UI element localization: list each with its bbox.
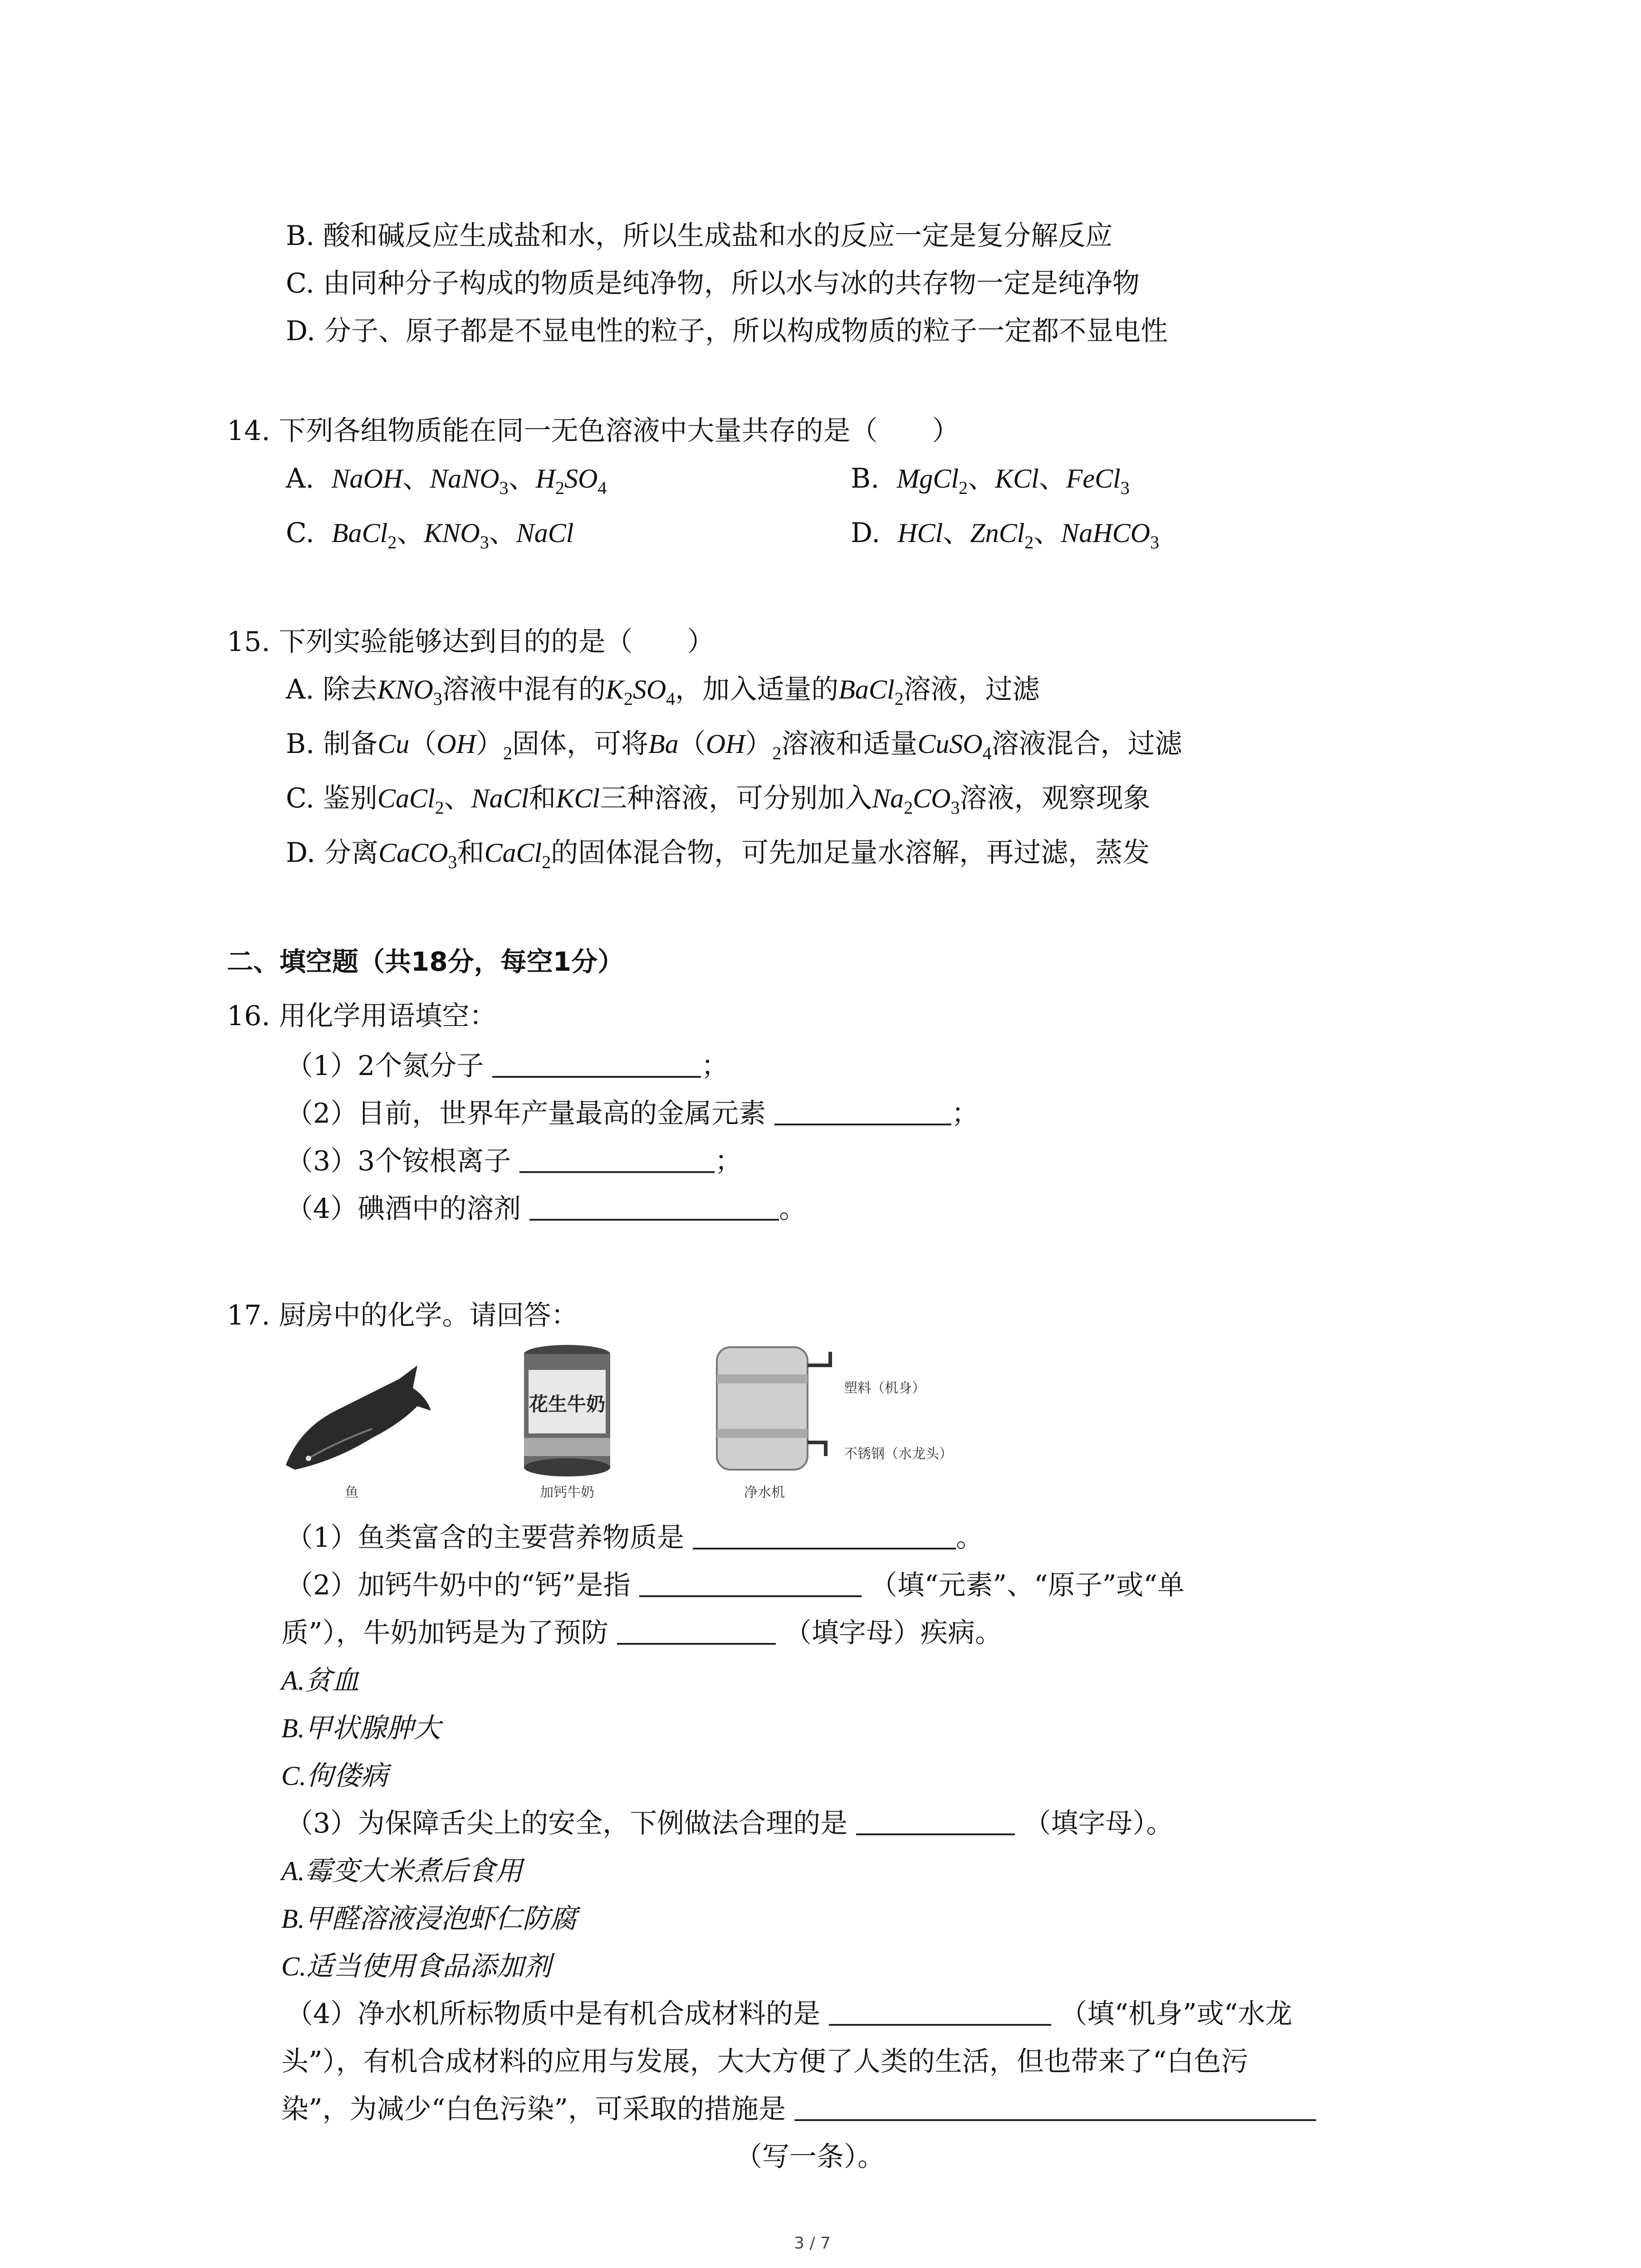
fish-caption: 鱼 bbox=[345, 1485, 358, 1501]
q17-part-4d: （写一条）。 bbox=[735, 2141, 885, 2173]
q15-option-c: C. 鉴别CaCl$_2$、NaCl和KCl三种溶液，可分别加入$Na_2CO_3$溶液，观察现象 bbox=[286, 782, 1151, 818]
q16-stem: 16. 用化学用语填空： bbox=[227, 1000, 497, 1032]
answer-blank-17-3[interactable] bbox=[856, 1806, 1015, 1835]
q14-option-d: D. HCl、ZnCl$_2$、NaHCO$_3$ bbox=[851, 517, 1159, 552]
milk-can-label: 花生牛奶 bbox=[529, 1393, 606, 1415]
q17-option-2a: A.贫血 bbox=[281, 1666, 359, 1696]
q17-option-2b: B.甲状腺肿大 bbox=[281, 1713, 441, 1743]
q15-option-d: D. 分离CaCO$_3$和CaCl$_2$的固体混合物，可先加足量水溶解，再过滤，蒸发 bbox=[286, 837, 1150, 872]
answer-blank-17-1[interactable] bbox=[693, 1520, 956, 1549]
q13-option-d: D. 分子、原子都是不显电性的粒子，所以构成物质的粒子一定都不显电性 bbox=[286, 315, 1168, 347]
answer-blank-16-2[interactable] bbox=[774, 1096, 951, 1125]
q17-part-3: （3）为保障舌尖上的安全，下例做法合理的是 （填字母）。 bbox=[286, 1805, 1173, 1842]
q17-stem: 17. 厨房中的化学。请回答： bbox=[227, 1300, 578, 1331]
q15-stem: 15. 下列实验能够达到目的的是（ ） bbox=[227, 626, 715, 658]
q13-option-c: C. 由同种分子构成的物质是纯净物，所以水与冰的共存物一定是纯净物 bbox=[286, 268, 1140, 299]
answer-blank-16-3[interactable] bbox=[519, 1144, 715, 1173]
q17-part-4a: （4）净水机所标物质中是有机合成材料的是 （填“机身”或“水龙 bbox=[286, 1996, 1292, 2032]
milk-can-icon bbox=[513, 1343, 622, 1479]
q17-part-1: （1）鱼类富含的主要营养物质是 。 bbox=[286, 1520, 983, 1556]
answer-blank-16-4[interactable] bbox=[529, 1192, 779, 1221]
q17-part-2a: （2）加钙牛奶中的“钙”是指 （填“元素”、“原子”或“单 bbox=[286, 1567, 1185, 1603]
answer-blank-17-2b[interactable] bbox=[617, 1616, 776, 1645]
q17-option-3c: C.适当使用食品添加剂 bbox=[281, 1951, 552, 1981]
fish-icon bbox=[281, 1361, 436, 1488]
section-title: 二、填空题（共18分，每空1分） bbox=[227, 946, 624, 977]
answer-blank-16-1[interactable] bbox=[492, 1049, 701, 1078]
q15-option-b: B. 制备$Cu(OH)_2$固体，可将$Ba(OH)_2$溶液和适量CuSO$_4$溶液混合，过滤 bbox=[286, 728, 1182, 763]
q16-part-3: （3）3个铵根离子 ； bbox=[286, 1143, 742, 1179]
q16-part-4: （4）碘酒中的溶剂 。 bbox=[286, 1191, 806, 1227]
plastic-label: 塑料（机身） bbox=[844, 1380, 926, 1396]
q17-part-4c: 染”，为减少“白色污染”，可采取的措施是 bbox=[281, 2091, 1316, 2127]
q15-option-a: A. 除去$KNO_3$溶液中混有的$K_2SO_4$，加入适量的BaCl$_2$溶液，过滤 bbox=[286, 674, 1040, 709]
answer-blank-17-2a[interactable] bbox=[639, 1568, 862, 1597]
q14-option-c: C. BaCl$_2$、$KNO_3$、NaCl bbox=[286, 517, 574, 552]
q14-option-a: A. NaOH、NaNO$_3$、$H_2SO_4$ bbox=[286, 463, 607, 498]
steel-label: 不锈钢（水龙头） bbox=[844, 1446, 953, 1462]
q16-part-1: （1）2个氮分子 ； bbox=[286, 1048, 728, 1084]
page-number: 3 / 7 bbox=[794, 2234, 831, 2253]
q17-part-4b: 头”），有机合成材料的应用与发展，大大方便了人类的生活，但也带来了“白色污 bbox=[281, 2046, 1249, 2077]
q14-option-b: B. MgCl$_2$、KCl、FeCl$_3$ bbox=[851, 463, 1130, 498]
q17-option-3b: B.甲醛溶液浸泡虾仁防腐 bbox=[281, 1904, 577, 1934]
q17-option-2c: C.佝偻病 bbox=[281, 1761, 388, 1791]
q13-option-b: B. 酸和碱反应生成盐和水，所以生成盐和水的反应一定是复分解反应 bbox=[286, 220, 1113, 252]
answer-blank-17-4b[interactable] bbox=[794, 2092, 1316, 2121]
answer-blank-17-4a[interactable] bbox=[829, 1997, 1051, 2026]
q17-option-3a: A.霉变大米煮后食用 bbox=[281, 1856, 523, 1886]
water-purifier-icon bbox=[708, 1338, 853, 1479]
purifier-caption: 净水机 bbox=[744, 1485, 785, 1501]
milk-caption: 加钙牛奶 bbox=[540, 1485, 594, 1501]
q17-part-2b: 质”），牛奶加钙是为了预防 （填字母）疾病。 bbox=[281, 1615, 1002, 1651]
q14-stem: 14. 下列各组物质能在同一无色溶液中大量共存的是（ ） bbox=[227, 415, 960, 447]
q16-part-2: （2）目前，世界年产量最高的金属元素 ； bbox=[286, 1095, 979, 1132]
